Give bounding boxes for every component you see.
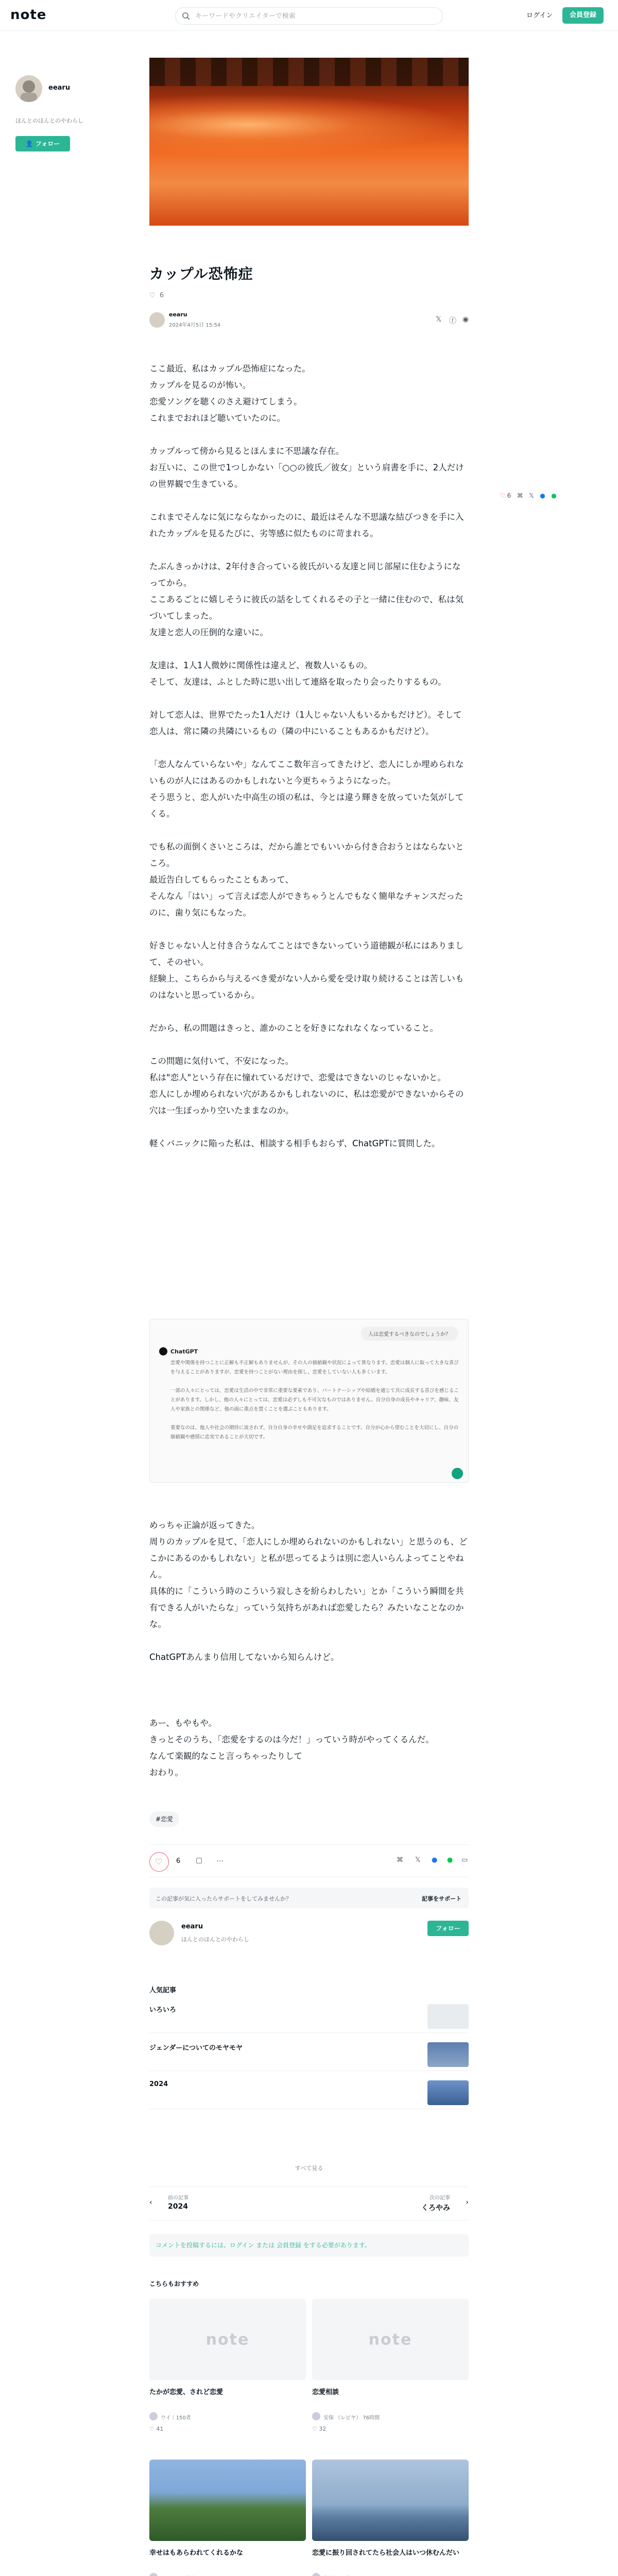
answer-paragraph: 一部の人々にとっては、恋愛は生活の中で非常に重要な要素であり、パートナーシップや結婚を通じて共に成長する喜びを感じることがあります。しかし、他の人々にとっては、恋愛は必ずしも不可欠なものではありません。自分自身の成長やキャリア、趣味、友人や家族との関係など、他の面に重点を置くことを選ぶこともあります。 (170, 1388, 459, 1412)
line-share-icon[interactable]: ● (447, 1856, 453, 1864)
x-share-icon[interactable]: 𝕏 (529, 492, 534, 499)
follow-button[interactable] (15, 136, 70, 151)
author-bio: ほんとのほんとのやわらし (181, 1936, 249, 1943)
site-header (0, 0, 618, 31)
body-paragraph: これまでそんなに気にならなかったのに、最近はそんな不思議な結びつきを手に入れたカップルを見るたびに、劣等感に似たものに苛まれる。 (149, 512, 464, 538)
body-paragraph (149, 822, 469, 839)
body-paragraph (149, 427, 469, 443)
popular-item-title: 2024 (149, 2080, 168, 2088)
support-banner (149, 1888, 469, 1908)
popular-item-title: ジェンダーについてのモヤモヤ (149, 2044, 243, 2052)
body-paragraph: そして、友達は、ふとした時に思い出して連絡を取ったり会ったりするもの。 (149, 677, 447, 687)
body-paragraph (149, 740, 469, 756)
hero-image (149, 58, 469, 226)
body-paragraph: ChatGPTあんまり信用してないから知らんけど。 (149, 1652, 339, 1662)
body-paragraph: きっとそのうち、「恋愛をするのは今だ！」っていう時がやってくるんだ。 (149, 1735, 434, 1744)
heart-icon: ♡ (155, 1857, 163, 1867)
x-share-icon[interactable]: 𝕏 (415, 1856, 421, 1864)
body-paragraph: あー、もやもや。 (149, 1718, 217, 1728)
body-paragraph (149, 1119, 469, 1136)
author-avatar[interactable] (149, 312, 165, 328)
card-author-avatar[interactable] (312, 2573, 320, 2576)
popular-heading: 人気記事 (149, 1987, 177, 1994)
chatgpt-answer (170, 1359, 459, 1442)
login-button[interactable]: ログイン (526, 12, 553, 20)
popular-thumb (427, 2004, 469, 2029)
popular-item-title: いろいろ (149, 2006, 177, 2014)
card-author[interactable] (323, 2574, 350, 2576)
chatgpt-icon (159, 1347, 167, 1355)
bookmark-icon[interactable]: ▭ (461, 1856, 468, 1864)
heart-icon[interactable]: ♡ (149, 292, 156, 299)
card-author-avatar[interactable] (149, 2573, 158, 2576)
search-box[interactable] (175, 7, 443, 25)
side-actions (500, 492, 592, 507)
popular-thumb (427, 2042, 469, 2067)
body-paragraph (149, 542, 469, 558)
body-paragraph: 恋人にしか埋められない穴があるかもしれないのに、私は恋愛ができないからその穴は一生ぽっかり空いたままなのか。 (149, 1089, 464, 1115)
body-paragraph: ここ最近、私はカップル恐怖症になった。 (149, 364, 311, 374)
body-paragraph: 具体的に「こういう時のこういう寂しさを紛らわしたい」とか「こういう瞬間を共有できる人がいたらな」っていう気持ちがあれば恋愛したら？みたいなことなのかな。 (149, 1586, 464, 1629)
search-input[interactable] (195, 8, 432, 24)
x-share-icon[interactable]: 𝕏 (436, 315, 442, 324)
body-paragraph: カップルを見るのが怖い。 (149, 380, 251, 390)
search-icon (182, 12, 190, 20)
creator-avatar[interactable] (15, 75, 42, 102)
body-paragraph: この問題に気付いて、不安になった。 (149, 1056, 294, 1066)
follow-icon: 👤 (25, 140, 36, 147)
card-title[interactable]: 恋愛相談 (312, 2388, 339, 2396)
body-paragraph (149, 1037, 469, 1053)
body-paragraph: 好きじゃない人と付き合うなんてことはできないっていう道徳観が私にはありまして、そのせい。 (149, 941, 464, 967)
creator-name[interactable]: eearu (48, 84, 71, 92)
popular-thumb (427, 2080, 469, 2105)
author-name[interactable]: eearu (181, 1923, 203, 1930)
body-paragraph (149, 1666, 469, 1682)
body-paragraph (149, 1699, 469, 1715)
body-paragraph: ここあるごとに嬉しそうに彼氏の話をしてくれるその子と一緒に住むので、私は気づいてしまった。 (149, 595, 464, 621)
card-thumbnail: note (312, 2299, 469, 2380)
card-author[interactable]: ウイ｜150者 (161, 2415, 191, 2421)
prev-label: 前の記事 (168, 2195, 188, 2201)
more-icon[interactable]: … (216, 1855, 224, 1863)
recommend-heading: こちらもおすすめ (149, 2280, 199, 2287)
like-button[interactable] (149, 1852, 169, 1872)
heart-icon[interactable]: ♡ (149, 2426, 157, 2432)
body-paragraph (149, 690, 469, 707)
prev-title[interactable]: 2024 (168, 2202, 188, 2211)
like-count: 6 (159, 292, 164, 299)
comment-login-prompt[interactable]: コメントを投稿するには、ログイン または 会員登録 をする必要があります。 (149, 2234, 469, 2257)
answer-paragraph: 恋愛や関係を持つことに正解も不正解もありませんが、その人の価値観や状況によって異なります。恋愛は個人に取って大きな喜びを与えることがありますが、恋愛を持つことがない理由を探し、恋愛をしていない人も多くいます。 (170, 1360, 459, 1375)
signup-button[interactable]: 会員登録 (562, 7, 604, 24)
recommend-card[interactable] (149, 2299, 306, 2448)
author-name[interactable]: eearu (169, 311, 187, 318)
hashtag[interactable]: #恋愛 (149, 1811, 179, 1827)
follow-label: フォロー (35, 140, 60, 147)
next-label: 次の記事 (430, 2195, 450, 2201)
body-paragraph: カップルって傍から見るとほんまに不思議な存在。 (149, 446, 345, 456)
chatgpt-feedback-icon (452, 1468, 463, 1479)
recommend-card[interactable] (149, 2460, 306, 2576)
answer-paragraph: 重要なのは、他人や社会の期待に流されず、自分自身の幸せや満足を追求することです。自分が心から望むことを大切にし、自分の価値観や感情に忠実であることが大切です。 (170, 1425, 458, 1440)
body-paragraph (149, 1004, 469, 1020)
body-paragraph: おわり。 (149, 1768, 183, 1777)
card-title[interactable]: 幸せはもあらわれてくれるかな (149, 2549, 244, 2557)
recommend-card[interactable] (312, 2460, 469, 2576)
body-paragraph (149, 493, 469, 509)
chevron-right-icon[interactable]: › (466, 2198, 469, 2207)
popular-item[interactable] (149, 2080, 469, 2109)
article-body-continued (149, 1517, 469, 1781)
card-author-avatar[interactable] (312, 2412, 320, 2420)
body-paragraph: でも私の面倒くさいところは、だから誰とでもいいから付き合おうとはならないところ。 (149, 842, 464, 868)
body-paragraph (149, 1633, 469, 1649)
body-paragraph: 最近告白してもらったこともあって、 (149, 875, 294, 885)
card-title[interactable]: 恋愛に振り回されてたら社会人はいつ休むんだい (312, 2549, 460, 2557)
like-count: 41 (156, 2426, 164, 2432)
article-title: カップル恐怖症 (149, 265, 253, 282)
support-text: この記事が気に入ったらサポートをしてみませんか？ (156, 1895, 291, 1902)
chatgpt-label: ChatGPT (170, 1348, 198, 1355)
author-avatar[interactable] (149, 1921, 174, 1945)
body-paragraph: 友達は、1人1人微妙に関係性は違えど、複数人いるもの。 (149, 660, 372, 670)
card-author-avatar[interactable] (149, 2412, 158, 2420)
card-thumbnail: note (149, 2299, 306, 2380)
creator-bio: ほんとのほんとのやわらし (15, 117, 83, 124)
body-paragraph: なんて楽観的なこと言っちゃったりして (149, 1751, 302, 1761)
body-paragraph: だから、私の問題はきっと、誰かのことを好きになれなくなっていること。 (149, 1023, 438, 1033)
support-button[interactable]: 記事をサポート (422, 1895, 461, 1902)
like-count: 32 (319, 2426, 327, 2432)
follow-button[interactable]: フォロー (427, 1921, 469, 1936)
card-title[interactable]: たかが恋愛、されど恋愛 (149, 2388, 224, 2396)
article-like[interactable] (149, 292, 164, 299)
chevron-left-icon[interactable]: ‹ (149, 2198, 152, 2207)
body-paragraph: 周りのカップルを見て、「恋人にしか埋められないのかもしれない」と思うのも、どこかにあるのかもしれない」と私が思ってるようは別に恋人いらんよってことやねん。 (149, 1537, 468, 1580)
card-thumbnail (312, 2460, 469, 2541)
link-icon[interactable]: ⌘ (397, 1856, 403, 1864)
chat-question: 人は恋愛するべきなのでしょうか？ (361, 1327, 458, 1341)
body-paragraph: お互いに、この世で1つしかない「○○の彼氏／彼女」という肩書を手に、2人だけの世界観で生きている。 (149, 463, 464, 489)
card-author[interactable] (161, 2574, 195, 2576)
card-likes[interactable] (149, 2426, 163, 2432)
prev-next-nav (149, 2187, 469, 2221)
card-likes[interactable] (312, 2426, 326, 2432)
next-title[interactable]: くろやみ (421, 2204, 450, 2212)
like-count: 6 (176, 1857, 181, 1865)
note-logo[interactable]: note (10, 7, 47, 23)
facebook-share-icon[interactable]: ● (540, 492, 545, 499)
body-paragraph: そう思うと、恋人がいた中高生の頃の私は、今とは違う輝きを放っていた気がしてくる。 (149, 792, 464, 819)
heart-icon[interactable]: ♡ (312, 2426, 319, 2432)
popular-item[interactable] (149, 2004, 469, 2033)
body-paragraph: 軽くパニックに陥った私は、相談する相手もおらず、ChatGPTに質問した。 (149, 1139, 440, 1148)
card-thumbnail (149, 2460, 306, 2541)
body-paragraph: これまでおれほど聴いていたのに。 (149, 413, 285, 423)
body-paragraph: たぶんきっかけは、2年付き合っている彼氏がいる友達と同じ部屋に住むようになってから。 (149, 562, 461, 588)
body-paragraph: 経験上、こちらから与えるべき愛がない人から愛を受け取り続けることは苦しいものはないと思っているから。 (149, 974, 464, 1000)
popular-item[interactable] (149, 2042, 469, 2071)
body-paragraph: そんなん「はい」って言えば恋人ができちゃうとんでもなく簡単なチャンスだったのに、歯り気にもなった。 (149, 891, 464, 918)
recommend-card[interactable] (312, 2299, 469, 2448)
chatgpt-screenshot (149, 1319, 469, 1483)
article-body (149, 361, 469, 1152)
body-paragraph (149, 1682, 469, 1699)
facebook-share-icon[interactable]: ● (432, 1856, 438, 1864)
like-count: 6 (507, 492, 511, 499)
article-date: 2024年4月5日 15:54 (169, 323, 221, 328)
see-all-link[interactable]: すべて見る (295, 2165, 323, 2172)
link-icon[interactable]: ⌘ (517, 492, 523, 499)
line-share-icon[interactable]: ● (551, 492, 557, 499)
body-paragraph: 恋愛ソングを聴くのさえ避けてしまう。 (149, 397, 302, 406)
facebook-share-icon[interactable]: ⓕ (449, 317, 456, 325)
body-paragraph: めっちゃ正論が返ってきた。 (149, 1520, 260, 1530)
author-card (149, 1914, 469, 1961)
body-paragraph: 「恋人なんていらないや」なんてここ数年言ってきたけど、恋人にしか埋められないものが人にはあるのかもしれないと今更ちゃうようになった。 (149, 759, 464, 786)
body-paragraph (149, 641, 469, 657)
line-share-icon[interactable]: ◉ (462, 315, 469, 324)
card-author[interactable]: 安保 （レビヤ） 76時間 (323, 2415, 380, 2421)
article-action-bar (149, 1844, 469, 1877)
body-paragraph (149, 921, 469, 938)
body-paragraph: 友達と恋人の圧倒的な違いに。 (149, 628, 268, 637)
heart-icon[interactable]: ♡ (500, 492, 505, 499)
body-paragraph: 対して恋人は、世界でたった1人だけ（1人じゃない人もいるかもだけど）。そして恋人は、常に隣の共隣にいるもの（隣の中にいることもあるかもだけど）。 (149, 710, 462, 736)
comment-icon[interactable]: ▢ (196, 1856, 203, 1865)
body-paragraph: 私は"恋人"という存在に憧れているだけで、恋愛はできないのじゃないかと。 (149, 1073, 446, 1082)
